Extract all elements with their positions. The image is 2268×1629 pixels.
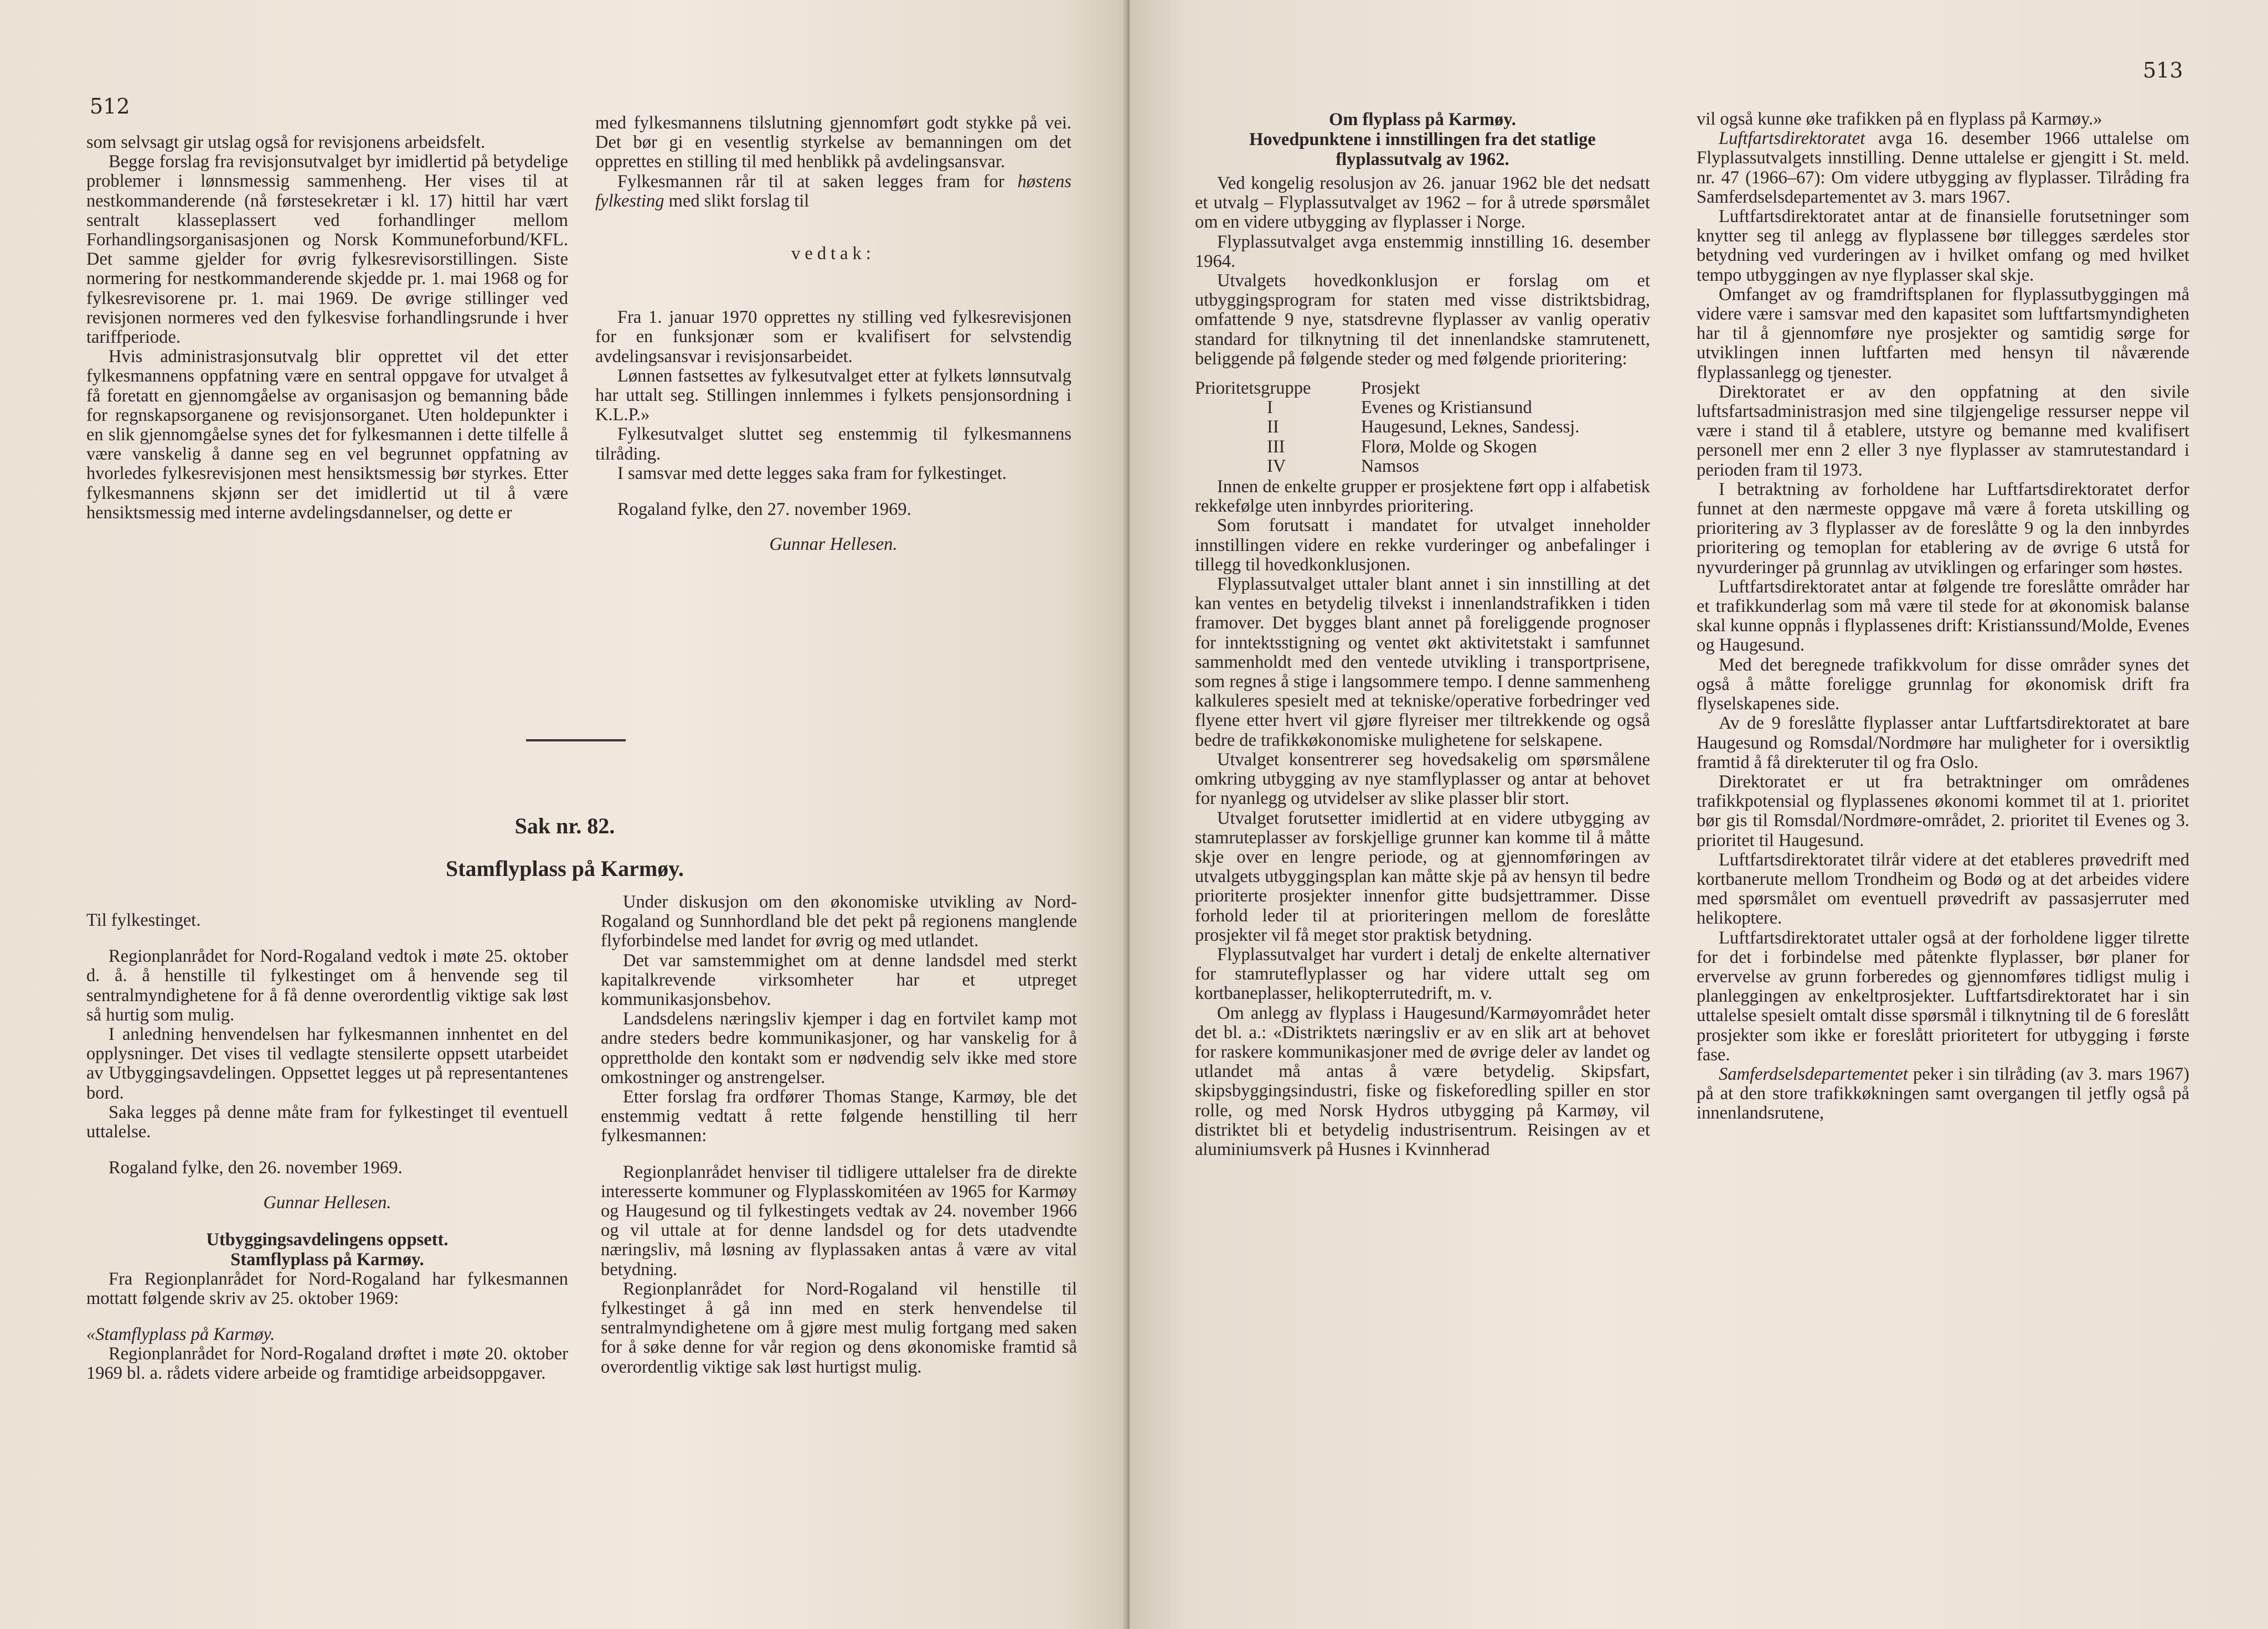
table-cell: III [1267, 436, 1285, 457]
table-cell: Evenes og Kristiansund [1361, 398, 1532, 418]
priority-table [1195, 379, 1579, 476]
table-cell: II [1267, 417, 1279, 437]
paragraph: Regionplanrådet for Nord-Rogaland drøftet i møte 20. oktober 1969 bl. a. rådets videre arbeide og framtidige arbeidsoppgaver. [86, 1344, 568, 1384]
right-column-2 [1697, 110, 2189, 1123]
paragraph: Med det beregnede trafikkvolum for disse områder synes det også å måtte foreligge grunnlag for økonomisk drift fra flyselskapenes side. [1697, 654, 2189, 714]
date-line: Rogaland fylke, den 26. november 1969. [109, 1158, 403, 1178]
table-cell: Florø, Molde og Skogen [1361, 436, 1537, 457]
paragraph: Utvalget forutsetter imidlertid at en videre utbygging av stamruteplasser av forskjellige grunner kan komme til å måtte skje over en lengre periode, og at gjennomføringen av utvalgets utbyggingsplan kan måtte skje på av hensyn til bedre prioriterte prosjekter innenfor gitte budsjettrammer. Disse forhold leder til at prioriteringen mellom de foreslåtte prosjekter vil få meget stor praktisk betydning. [1195, 808, 1650, 945]
paragraph: Flyplassutvalget avga enstemmig innstilling 16. desember 1964. [1195, 231, 1650, 271]
paragraph: Luftfartsdirektoratet antar at følgende tre foreslåtte områder har et trafikkunderlag som må være til stede for at økonomisk balanse skal kunne oppnås i flyplassenes drift: Kristianssund/Molde, Evenes og Haugesund. [1697, 576, 2189, 656]
quote-title: «Stamflyplass på Karmøy. [86, 1324, 275, 1345]
table-cell: Haugesund, Leknes, Sandessj. [1361, 417, 1580, 437]
table-cell: I [1267, 398, 1273, 418]
paragraph: Begge forslag fra revisjonsutvalget byr imidlertid på betydelige problemer i lønnsmessig sammenheng. Her vises til at nestkommanderende (nå førstesekretær i kl. 17) hittil har vært sentralt klasseplassert ved forhandlinger mellom Forhandlingsorganisasjonen og Norsk Kommuneforbund/KFL. Det samme gjelder for øvrig fylkesrevisorstillingen. Siste normering for nestkommanderende skjedde pr. 1. mai 1968 og for fylkesrevisorene pr. 1. mai 1969. De øvrige stillinger ved revisjonen normeres ved den fylkesvise forhandlingsrunde i hver tariffperiode. [86, 152, 568, 348]
signature: Gunnar Hellesen. [263, 1193, 391, 1213]
left-top-column-2 [595, 114, 1071, 554]
section-subheading: Hovedpunktene i innstillingen fra det statlige flyplassutvalg av 1962. [1249, 130, 1596, 169]
paragraph: Regionplanrådet for Nord-Rogaland vil henstille til fylkestinget å gå inn med en sterk henvendelse til sentralmyndighetene om å gjøre mest mulig fortgang med saken for å søke denne for vår region og dens økonomiske framtid så overordentlig viktige sak løst hurtigst mulig. [601, 1279, 1077, 1377]
paragraph: Av de 9 foreslåtte flyplasser antar Luftfartsdirektoratet at bare Haugesund og Romsdal/Nordmøre har muligheter for i oversiktlig framtid å få direkteruter til og fra Oslo. [1697, 713, 2189, 772]
left-bottom-column-2 [601, 893, 1077, 1377]
paragraph: Luftfartsdirektoratet antar at de finansielle forutsetninger som knytter seg til anlegg av flyplassene bør tillegges særdeles stor betydning ved vurderingen av i hvilket omfang og med hvilket tempo utbyggingen av nye flyplasser skal skje. [1697, 207, 2189, 285]
paragraph: Fra Regionplanrådet for Nord-Rogaland har fylkesmannen mottatt følgende skriv av 25. oktober 1969: [86, 1269, 568, 1308]
paragraph: I anledning henvendelsen har fylkesmannen innhentet en del opplysninger. Det vises til vedlagte stensilerte oppsett utarbeidet av Utbyggingsavdelingen. Oppsettet legges ut på representantenes bord. [86, 1024, 568, 1103]
vedtak-label: vedtak: [791, 244, 875, 264]
paragraph: som selvsagt gir utslag også for revisjonens arbeidsfelt. [86, 132, 486, 152]
emphasis: høstens fylkesting [595, 171, 1071, 211]
paragraph: vil også kunne øke trafikken på en flyplass på Karmøy.» [1697, 109, 2102, 129]
section-divider [526, 739, 626, 741]
table-row [1195, 417, 1579, 437]
table-row [1195, 457, 1579, 476]
sub-heading: Utbyggingsavdelingens oppsett. [206, 1229, 449, 1250]
paragraph: Innen de enkelte grupper er prosjektene ført opp i alfabetisk rekkefølge uten innbyrdes prioritering. [1195, 477, 1650, 517]
paragraph: Som forutsatt i mandatet for utvalget inneholder innstillingen videre en rekke vurderinger og anbefalinger i tillegg til hovedkonklusjonen. [1195, 515, 1650, 575]
salutation: Til fylkestinget. [86, 910, 201, 930]
emphasis: Luftfartsdirektoratet [1719, 128, 1865, 149]
paragraph: Luftfartsdirektoratet tilrår videre at det etableres prøvedrift med kortbanerute mellom Trondheim og Bodø og at det arbeides videre med spørsmålet om eventuell prøvedrift av passasjerruter med helikoptere. [1697, 849, 2189, 929]
paragraph: Direktoratet er av den oppfatning at den sivile luftsfartsadministrasjon med sine tilgjengelige ressurser neppe vil være i stand til å etablere, utstyre og bemanne med kvalifisert personell mer enn 2 eller 3 nye flyplasser av stamrutestandard i perioden fram til 1973. [1697, 382, 2189, 480]
left-top-column-1 [86, 133, 568, 523]
table-header-cell: Prosjekt [1361, 378, 1420, 399]
section-heading: Om flyplass på Karmøy. [1329, 110, 1516, 130]
paragraph: Ved kongelig resolusjon av 26. januar 1962 ble det nedsatt et utvalg – Flyplassutvalget av 1962 – for å utrede spørsmålet om en videre utbygging av flyplasser i Norge. [1195, 173, 1650, 233]
table-row [1195, 437, 1579, 457]
paragraph: Under diskusjon om den økonomiske utvikling av Nord-Rogaland og Sunnhordland ble det pekt på regionens manglende flyforbindelse med landet for øvrig og med utlandet. [601, 892, 1077, 951]
page-number: 512 [90, 94, 130, 118]
left-page [0, 0, 1130, 1629]
paragraph: Flyplassutvalget har vurdert i detalj de enkelte alternativer for stamruteflyplasser og har videre uttalt seg om kortbaneplasser, helikopterrutedrift, m. v. [1195, 944, 1650, 1004]
paragraph: Regionplanrådet henviser til tidligere uttalelser fra de direkte interesserte kommuner og Flyplasskomitéen av 1965 for Karmøy og Haugesund og til fylkestingets vedtak av 24. november 1966 og vil uttale at for denne landsdel og for dets utadvendte næringsliv, må løsning av flyplassaken antas å være av vital betydning. [601, 1162, 1077, 1280]
paragraph: Om anlegg av flyplass i Haugesund/Karmøyområdet heter det bl. a.: «Distriktets næringsliv er av en slik art at behovet for raskere kommunikasjoner med de øvrige deler av landet og utlandet må antas å være betydelig. Skipsfart, skipsbyggingsindustri, fiske og fiskeforedling spiller en stor rolle, og med Norsk Hydros utbygging på Karmøy, vil distriktet bli et betydelig industrisentrum. Reisingen av et aluminiumsverk på Husnes i Kvinnherad [1195, 1003, 1650, 1159]
table-cell: IV [1267, 456, 1286, 476]
left-bottom-column-1 [86, 911, 568, 1384]
paragraph: Luftfartsdirektoratet uttaler også at der forholdene ligger tilrette for det i forbindelse med påtenkte flyplasser, bør planer for ervervelse av grunn forberedes og gjennomføres tidligst mulig i planleggingen av enkeltprosjekter. Luftfartsdirektoratet har i sin uttalelse spesielt omtalt disse spørsmål i tilknytning til de 6 foreslått prosjekter som ikke er foreslått prioritetert for utbygging i første fase. [1697, 927, 2189, 1065]
table-cell: Namsos [1361, 456, 1419, 476]
paragraph: Luftfartsdirektoratet avga 16. desember 1966 uttalelse om Flyplassutvalgets innstilling. Denne uttalelse er gjengitt i St. meld. nr. 47 (1966–67): Om videre utbygging av flyplasser. Tilråding fra Samferdselsdepartementet av 3. mars 1967. [1697, 128, 2189, 207]
table-row [1195, 398, 1579, 417]
paragraph: Flyplassutvalget uttaler blant annet i sin innstilling at det kan ventes en betydelig tilvekst i innenlandstrafikken i tiden framover. Det bygges blant annet på foreliggende prognoser for inntektsstigning og ventet økt aktivitetstakt i samfunnet sammenholdt med den ventede utvikling i transportprisene, som regnes å stige i langsommere tempo. I denne sammenheng kalkuleres spesielt med at tekniske/operative forbedringer ved flyene etter hvert vil gjøre flyreiser mer tiltrekkende og også bedre de trafikkøkonomiske mulighetene for selskapene. [1195, 574, 1650, 750]
right-page [1130, 0, 2268, 1629]
page-number: 513 [2143, 58, 2183, 83]
paragraph: Regionplanrådet for Nord-Rogaland vedtok i møte 25. oktober d. å. å henstille til fylkestinget om å henvende seg til sentralmyndighetene for å få denne overordentlig viktige sak løst så hurtig som mulig. [86, 946, 568, 1025]
date-line: Rogaland fylke, den 27. november 1969. [617, 499, 911, 520]
signature: Gunnar Hellesen. [769, 534, 898, 555]
paragraph: Fra 1. januar 1970 opprettes ny stilling ved fylkesrevisjonen for en funksjonær som er kvalifisert for selvstendig avdelingsansvar i revisjonsarbeidet. [595, 307, 1071, 367]
emphasis: Samferdselsdepartementet [1719, 1064, 1908, 1084]
case-title: Stamflyplass på Karmøy. [445, 856, 684, 881]
paragraph: Omfanget av og framdriftsplanen for flyplassutbyggingen må videre være i samsvar med den kapasitet som luftfartsmyndigheten har til å gjennomføre nye prosjekter og samtidig sørge for utviklingen innen luftfarten med hensyn til nåværende flyplassanlegg og tjenester. [1697, 284, 2189, 383]
paragraph: Landsdelens næringsliv kjemper i dag en fortvilet kamp mot andre steders bedre kommunikasjoner, og har vanskelig for å opprettholde den kontakt som er nødvendig selv ikke med store omkostninger og anstrengelser. [601, 1009, 1077, 1087]
paragraph: Lønnen fastsettes av fylkesutvalget etter at fylkets lønnsutvalg har uttalt seg. Stillingen innlemmes i fylkets pensjonsordning i K.L.P.» [595, 365, 1071, 425]
paragraph: Samferdselsdepartementet peker i sin tilråding (av 3. mars 1967) på at den store trafikkøkningen samt overgangen til jetfly også på innenlandsrutene, [1697, 1064, 2189, 1123]
paragraph: Saka legges på denne måte fram for fylkestinget til eventuell uttalelse. [86, 1102, 568, 1142]
paragraph: Direktoratet er ut fra betraktninger om områdenes trafikkpotensial og flyplassenes økonomi kommet til at 1. prioritet bør gis til Romsdal/Nordmøre-området, 2. prioritet til Evenes og 3. prioritet til Haugesund. [1697, 771, 2189, 850]
paragraph: Utvalgets hovedkonklusjon er forslag om et utbyggingsprogram for staten med visse distriktsbidrag, omfattende 9 nye, statsdrevne flyplasser av vanlig operativ standard for tilknytning til det innenlandske stamrutenett, beliggende på følgende steder og med følgende prioritering: [1195, 271, 1650, 369]
right-column-1 [1195, 110, 1650, 1159]
paragraph: I betraktning av forholdene har Luftfartsdirektoratet derfor funnet at den nærmeste oppgave må være å foreta utskilling og prioritering av 3 flyplasser av de foreslåtte 9 og la den innbyrdes prioritering og temoplan for etablering av de øvrige 6 utstå for nyvurderinger på grunnlag av utviklingen og erfaringer som høstes. [1697, 479, 2189, 578]
paragraph: Utvalget konsentrerer seg hovedsakelig om spørsmålene omkring utbygging av nye stamflyplasser og antar at behovet for nyanlegg og utvidelser av slike plasser blir stort. [1195, 749, 1650, 809]
table-header-cell: Prioritetsgruppe [1195, 378, 1311, 399]
paragraph: Fylkesmannen rår til at saken legges fram for høstens fylkesting med slikt forslag til [595, 171, 1071, 211]
paragraph: Fylkesutvalget sluttet seg enstemmig til fylkesmannens tilråding. [595, 424, 1071, 464]
paragraph: I samsvar med dette legges saka fram for fylkestinget. [617, 463, 1007, 483]
paragraph: Det var samstemmighet om at denne landsdel med sterkt kapitalkrevende virksomheter har et utpreget kommunikasjonsbehov. [601, 950, 1077, 1010]
table-header-row [1195, 379, 1579, 398]
paragraph: Hvis administrasjonsutvalg blir opprettet vil det etter fylkesmannens oppfatning være en sentral oppgave for utvalget å få foretatt en gjennomgåelse av organisasjon og bemanning både for regnskapsorganene og revisjonsorganet. Uten holdepunkter i en slik gjennomgåelse synes det for fylkesmannen i dette tilfelle å være vanskelig å danne seg en vel begrunnet oppfatning av hvorledes fylkesrevisjonen mest hensiktsmessig bør styrkes. Etter fylkesmannens skjønn ser det imidlertid ut til å være hensiktsmessig med interne avdelingsdannelser, og dette er [86, 347, 568, 523]
case-number: Sak nr. 82. [514, 813, 615, 838]
sub-heading: Stamflyplass på Karmøy. [230, 1249, 424, 1270]
paragraph: Etter forslag fra ordfører Thomas Stange, Karmøy, ble det enstemmig vedtatt å rette følgende henstilling til herr fylkesmannen: [601, 1087, 1077, 1146]
paragraph: med fylkesmannens tilslutning gjennomført godt stykke på vei. Det bør gi en vesentlig styrkelse av bemanningen om det opprettes en stilling til med henblikk på avdelingsansvar. [595, 113, 1071, 172]
